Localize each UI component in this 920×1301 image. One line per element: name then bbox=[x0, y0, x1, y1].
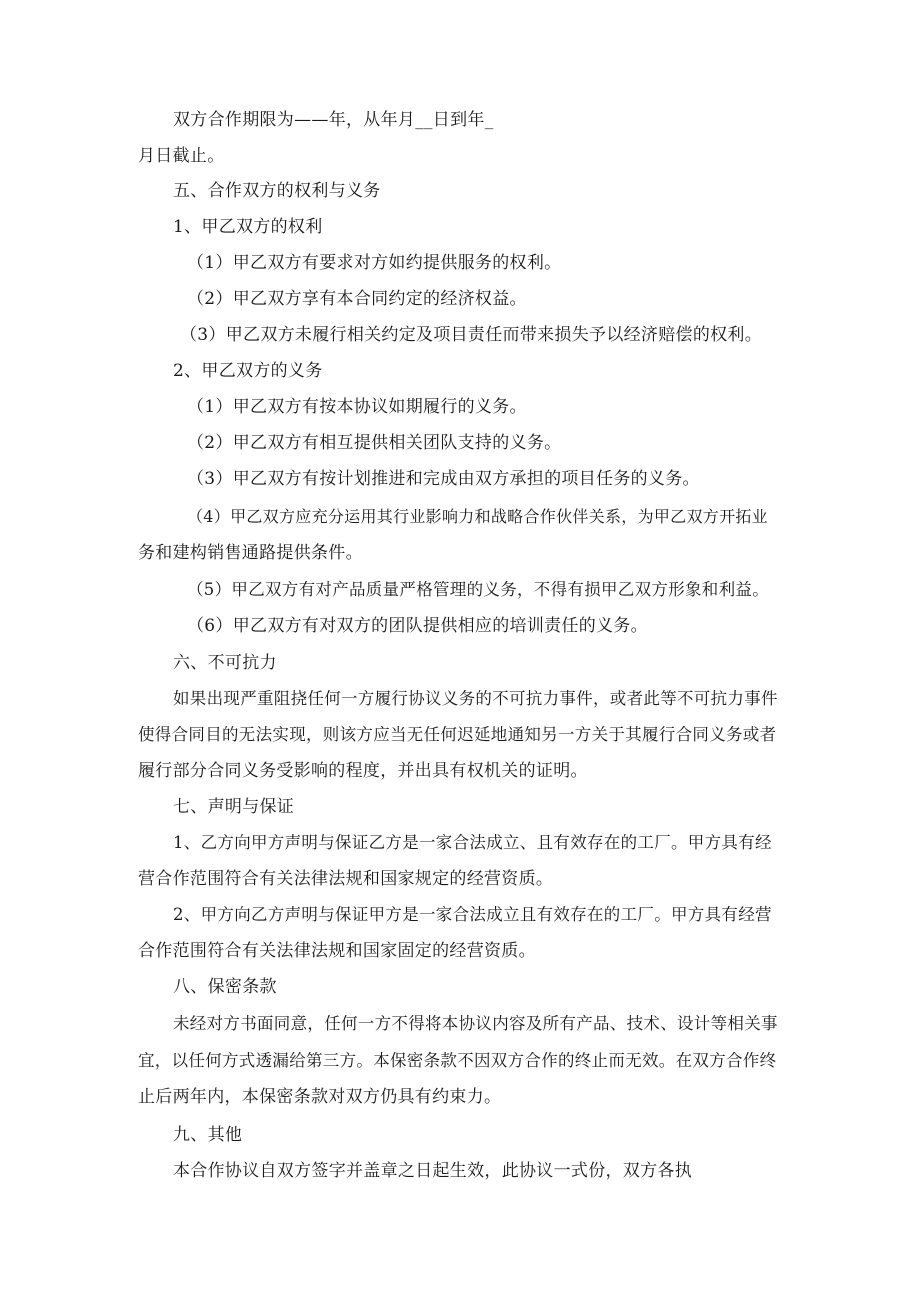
confidentiality-line-3: 止后两年内，本保密条款对双方仍具有约束力。 bbox=[138, 1087, 502, 1107]
confidentiality-line-2: 宜，以任何方式透漏给第三方。本保密条款不因双方合作的终止而无效。在双方合作终 bbox=[138, 1051, 777, 1070]
confidentiality-line-1: 未经对方书面同意，任何一方不得将本协议内容及所有产品、技术、设计等相关事 bbox=[173, 1014, 778, 1033]
section-8-heading: 八、保密条款 bbox=[173, 977, 277, 997]
force-majeure-line-3: 履行部分合同义务受影响的程度，并出具有权机关的证明。 bbox=[138, 761, 588, 781]
term-period-line: 双方合作期限为——年，从年月__日到年_ bbox=[173, 110, 494, 130]
rights-item-2: （2）甲乙双方享有本合同约定的经济权益。 bbox=[187, 289, 527, 309]
warranty-2-line-1: 2、甲方向乙方声明与保证甲方是一家合法成立且有效存在的工厂。甲方具有经营 bbox=[173, 905, 772, 924]
obligations-item-4-line-2: 务和建构销售通路提供条件。 bbox=[138, 543, 363, 563]
obligations-item-4-line-1: （4）甲乙双方应充分运用其行业影响力和战略合作伙伴关系，为甲乙双方开拓业 bbox=[187, 507, 768, 526]
rights-item-3: （3）甲乙双方未履行相关约定及项目责任而带来损失予以经济赔偿的权利。 bbox=[180, 325, 763, 345]
section-9-heading: 九、其他 bbox=[173, 1125, 243, 1145]
obligations-item-5: （5）甲乙双方有对产品质量严格管理的义务，不得有损甲乙双方形象和利益。 bbox=[187, 580, 769, 599]
obligations-subheading: 2、甲乙双方的义务 bbox=[173, 361, 323, 381]
warranty-1-line-1: 1、乙方向甲方声明与保证乙方是一家合法成立、且有效存在的工厂。甲方具有经 bbox=[173, 833, 772, 852]
obligations-item-2: （2）甲乙双方有相互提供相关团队支持的义务。 bbox=[187, 433, 562, 453]
obligations-item-3: （3）甲乙双方有按计划推进和完成由双方承担的项目任务的义务。 bbox=[187, 469, 700, 489]
force-majeure-line-1: 如果出现严重阻挠任何一方履行协议义务的不可抗力事件，或者此等不可抗力事件 bbox=[173, 689, 778, 708]
other-line-1: 本合作协议自双方签字并盖章之日起生效，此协议一式份，双方各执 bbox=[173, 1161, 692, 1181]
warranty-2-line-2: 合作范围符合有关法律法规和国家固定的经营资质。 bbox=[138, 941, 536, 961]
rights-item-1: （1）甲乙双方有要求对方如约提供服务的权利。 bbox=[187, 253, 562, 273]
warranty-1-line-2: 营合作范围符合有关法律法规和国家规定的经营资质。 bbox=[138, 869, 554, 889]
section-7-heading: 七、声明与保证 bbox=[173, 797, 295, 817]
rights-subheading: 1、甲乙双方的权利 bbox=[173, 217, 323, 237]
term-period-end-line: 月日截止。 bbox=[138, 146, 225, 166]
obligations-item-1: （1）甲乙双方有按本协议如期履行的义务。 bbox=[187, 397, 527, 417]
force-majeure-line-2: 使得合同目的无法实现，则该方应当无任何迟延地通知另一方关于其履行合同义务或者 bbox=[138, 725, 777, 744]
section-6-heading: 六、不可抗力 bbox=[173, 653, 277, 673]
section-5-heading: 五、合作双方的权利与义务 bbox=[173, 181, 381, 201]
obligations-item-6: （6）甲乙双方有对双方的团队提供相应的培训责任的义务。 bbox=[187, 616, 648, 636]
